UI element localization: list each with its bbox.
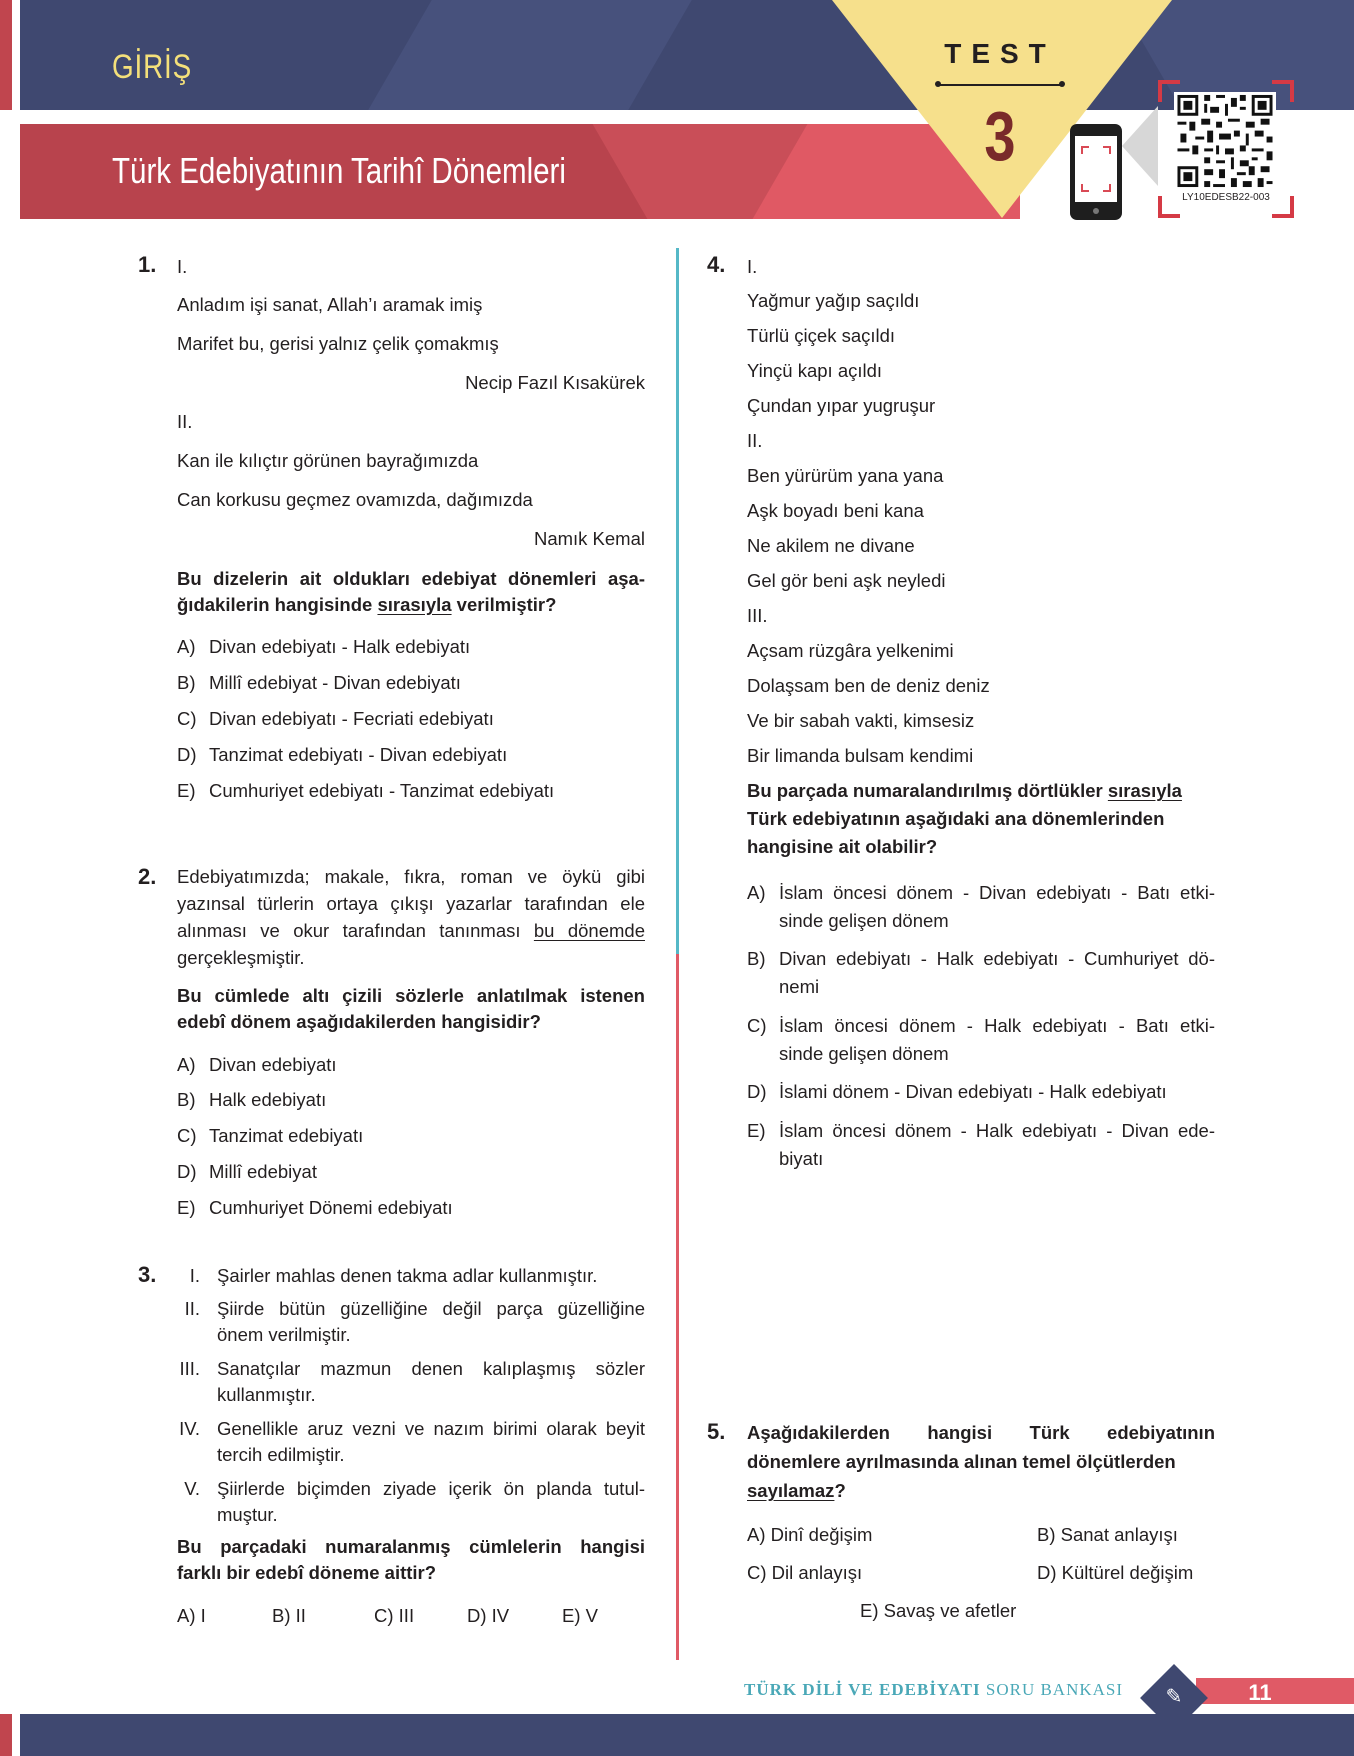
statement-text: Genellikle aruz vezni ve nazım birimi olarak beyit	[217, 1418, 645, 1439]
stanza-label: II.	[747, 430, 763, 451]
option-e[interactable]: E) Cumhuriyet Dönemi edebiyatı	[177, 1197, 453, 1218]
poem-line: Anladım işi sanat, Allah’ı aramak imiş	[177, 294, 483, 315]
phone-screen	[1075, 136, 1117, 202]
stanza-line: Dolaşsam ben de deniz deniz	[747, 675, 990, 696]
option-c-cont: sinde gelişen dönem	[779, 1043, 949, 1064]
statement-text: Şiirde bütün güzelliğine değil parça güzelliğine	[217, 1298, 645, 1319]
question-text: Bu parçada numaralandırılmış dörtlükler sırasıyla	[747, 780, 1182, 801]
section-label: GİRİŞ	[112, 48, 193, 86]
question-text: farklı bir edebî döneme aittir?	[177, 1562, 437, 1583]
test-label: TEST	[944, 38, 1056, 69]
question-number: 4.	[707, 252, 726, 277]
question-text: edebî dönem aşağıdakilerden hangisidir?	[177, 1011, 541, 1032]
option-a[interactable]: A) Divan edebiyatı	[177, 1054, 337, 1075]
footer-accent-strip	[0, 1714, 12, 1756]
phone-icon	[1070, 124, 1122, 220]
question-text: Bu cümlede altı çizili sözlerle anlatılmak istenen	[177, 985, 645, 1006]
option-b-cont: nemi	[779, 976, 820, 997]
phone-home-button	[1093, 208, 1099, 214]
statement-number: V.	[184, 1478, 200, 1499]
option-d[interactable]: D) Kültürel değişim	[1037, 1562, 1194, 1583]
option-b[interactable]: B) II	[272, 1605, 306, 1626]
option-d[interactable]: D) İslami dönem - Divan edebiyatı - Halk edebiyatı	[747, 1081, 1167, 1102]
stanza-line: Yinçü kapı açıldı	[747, 360, 883, 381]
stanza-label: III.	[747, 605, 768, 626]
option-a-cont: sinde gelişen dönem	[779, 910, 949, 931]
statement-text: Sanatçılar mazmun denen kalıplaşmış sözler	[217, 1358, 645, 1379]
question-number: 5.	[707, 1419, 726, 1444]
option-e[interactable]: E) İslam öncesi dönem - Halk edebiyatı - Divan ede-	[747, 1120, 1215, 1141]
option-d[interactable]: D) Millî edebiyat	[177, 1161, 317, 1182]
question-number: 3.	[138, 1262, 157, 1287]
statement-number: II.	[184, 1298, 200, 1319]
book-title: TÜRK DİLİ VE EDEBİYATI SORU BANKASI	[744, 1680, 1124, 1699]
option-a[interactable]: A) İslam öncesi dönem - Divan edebiyatı - Batı etki-	[747, 882, 1215, 903]
option-e[interactable]: E) Cumhuriyet edebiyatı - Tanzimat edebiyatı	[177, 780, 555, 801]
underlined-text: sırasıyla	[377, 594, 452, 615]
option-a[interactable]: A) I	[177, 1605, 206, 1626]
option-b[interactable]: B) Millî edebiyat - Divan edebiyatı	[177, 672, 461, 693]
band-shade	[368, 0, 692, 110]
statement-text: muştur.	[217, 1504, 278, 1525]
option-b[interactable]: B) Divan edebiyatı - Halk edebiyatı - Cumhuriyet dö-	[747, 948, 1215, 969]
question-text: sayılamaz?	[747, 1480, 846, 1501]
poem-line: Marifet bu, gerisi yalnız çelik çomakmış	[177, 333, 499, 354]
column-divider-top	[676, 248, 679, 954]
option-c[interactable]: C) III	[374, 1605, 415, 1626]
statement-text: Şiirlerde biçimden ziyade içerik ön planda tutul-	[217, 1478, 645, 1499]
stanza-line: Türlü çiçek saçıldı	[747, 325, 896, 346]
stem-text: yazınsal türlerin ortaya çıkışı yazarlar tarafından ele	[177, 893, 645, 914]
statement-text: Şairler mahlas denen takma adlar kullanmıştır.	[217, 1265, 598, 1286]
stem-text: alınması ve okur tarafından tanınması bu dönemde	[177, 920, 645, 941]
stanza-line: Çundan yıpar yugruşur	[747, 395, 936, 416]
poem-label: II.	[177, 411, 193, 432]
left-accent-strip	[0, 0, 12, 110]
question-text: Aşağıdakilerden hangisi Türk edebiyatının	[747, 1422, 1215, 1443]
test-divider	[938, 84, 1062, 86]
test-number: 3	[984, 97, 1016, 175]
statement-text: önem verilmiştir.	[217, 1324, 351, 1345]
option-a[interactable]: A) Divan edebiyatı - Halk edebiyatı	[177, 636, 471, 657]
underlined-text: sayılamaz	[747, 1480, 835, 1501]
column-divider-bottom	[676, 954, 679, 1660]
statement-number: IV.	[179, 1418, 200, 1439]
book-pencil-icon: ✎	[1165, 1686, 1183, 1708]
option-b[interactable]: B) Halk edebiyatı	[177, 1089, 327, 1110]
option-c[interactable]: C) Tanzimat edebiyatı	[177, 1125, 364, 1146]
stanza-label: I.	[747, 256, 758, 277]
stanza-line: Yağmur yağıp saçıldı	[747, 290, 920, 311]
stanza-line: Gel gör beni aşk neyledi	[747, 570, 946, 591]
footer-band	[20, 1714, 1354, 1756]
statement-number: III.	[179, 1358, 200, 1379]
option-a[interactable]: A) Dinî değişim	[747, 1524, 873, 1545]
poem-line: Can korkusu geçmez ovamızda, dağımızda	[177, 489, 533, 510]
stanza-line: Ne akilem ne divane	[747, 535, 915, 556]
question-text: Bu dizelerin ait oldukları edebiyat dönemleri aşa-	[177, 568, 645, 589]
stem-text: gerçekleşmiştir.	[177, 947, 305, 968]
stanza-line: Ben yürürüm yana yana	[747, 465, 944, 486]
question-text: Türk edebiyatının aşağıdaki ana dönemlerinden	[747, 808, 1165, 829]
option-d[interactable]: D) Tanzimat edebiyatı - Divan edebiyatı	[177, 744, 508, 765]
page-number: 11	[1248, 1680, 1272, 1705]
stanza-line: Bir limanda bulsam kendimi	[747, 745, 974, 766]
stanza-line: Ve bir sabah vakti, kimsesiz	[747, 710, 975, 731]
question-number: 1.	[138, 252, 157, 277]
stanza-line: Açsam rüzgâra yelkenimi	[747, 640, 954, 661]
option-e[interactable]: E) V	[562, 1605, 598, 1626]
stem-text: Edebiyatımızda; makale, fıkra, roman ve öykü gibi	[177, 866, 645, 887]
option-b[interactable]: B) Sanat anlayışı	[1037, 1524, 1178, 1545]
poem-author: Necip Fazıl Kısakürek	[465, 372, 645, 393]
question-text: ğıdakilerin hangisinde sırasıyla verilmiştir?	[177, 594, 557, 615]
statement-text: tercih edilmiştir.	[217, 1444, 345, 1465]
poem-line: Kan ile kılıçtır görünen bayrağımızda	[177, 450, 479, 471]
question-number: 2.	[138, 864, 157, 889]
option-d[interactable]: D) IV	[467, 1605, 510, 1626]
poem-label: I.	[177, 256, 188, 277]
question-text: dönemlere ayrılmasında alınan temel ölçütlerden	[747, 1451, 1176, 1472]
underlined-text: bu dönemde	[533, 920, 645, 941]
question-text: Bu parçadaki numaralanmış cümlelerin hangisi	[177, 1536, 645, 1557]
option-e[interactable]: E) Savaş ve afetler	[860, 1600, 1017, 1621]
option-c[interactable]: C) Dil anlayışı	[747, 1562, 863, 1583]
qr-code-id: LY10EDESB22-003	[1182, 192, 1270, 203]
scan-beam	[1122, 106, 1158, 186]
option-c[interactable]: C) İslam öncesi dönem - Halk edebiyatı - Batı etki-	[747, 1015, 1215, 1036]
option-e-cont: biyatı	[779, 1148, 824, 1169]
question-text: hangisine ait olabilir?	[747, 836, 938, 857]
stanza-line: Aşk boyadı beni kana	[747, 500, 924, 521]
option-c[interactable]: C) Divan edebiyatı - Fecriati edebiyatı	[177, 708, 494, 729]
underlined-text: sırasıyla	[1107, 780, 1182, 801]
qr-code-icon[interactable]	[1174, 92, 1276, 190]
statement-text: kullanmıştır.	[217, 1384, 316, 1405]
poem-author: Namık Kemal	[533, 528, 645, 549]
chapter-title: Türk Edebiyatının Tarihî Dönemleri	[112, 150, 566, 191]
statement-number: I.	[189, 1265, 200, 1286]
